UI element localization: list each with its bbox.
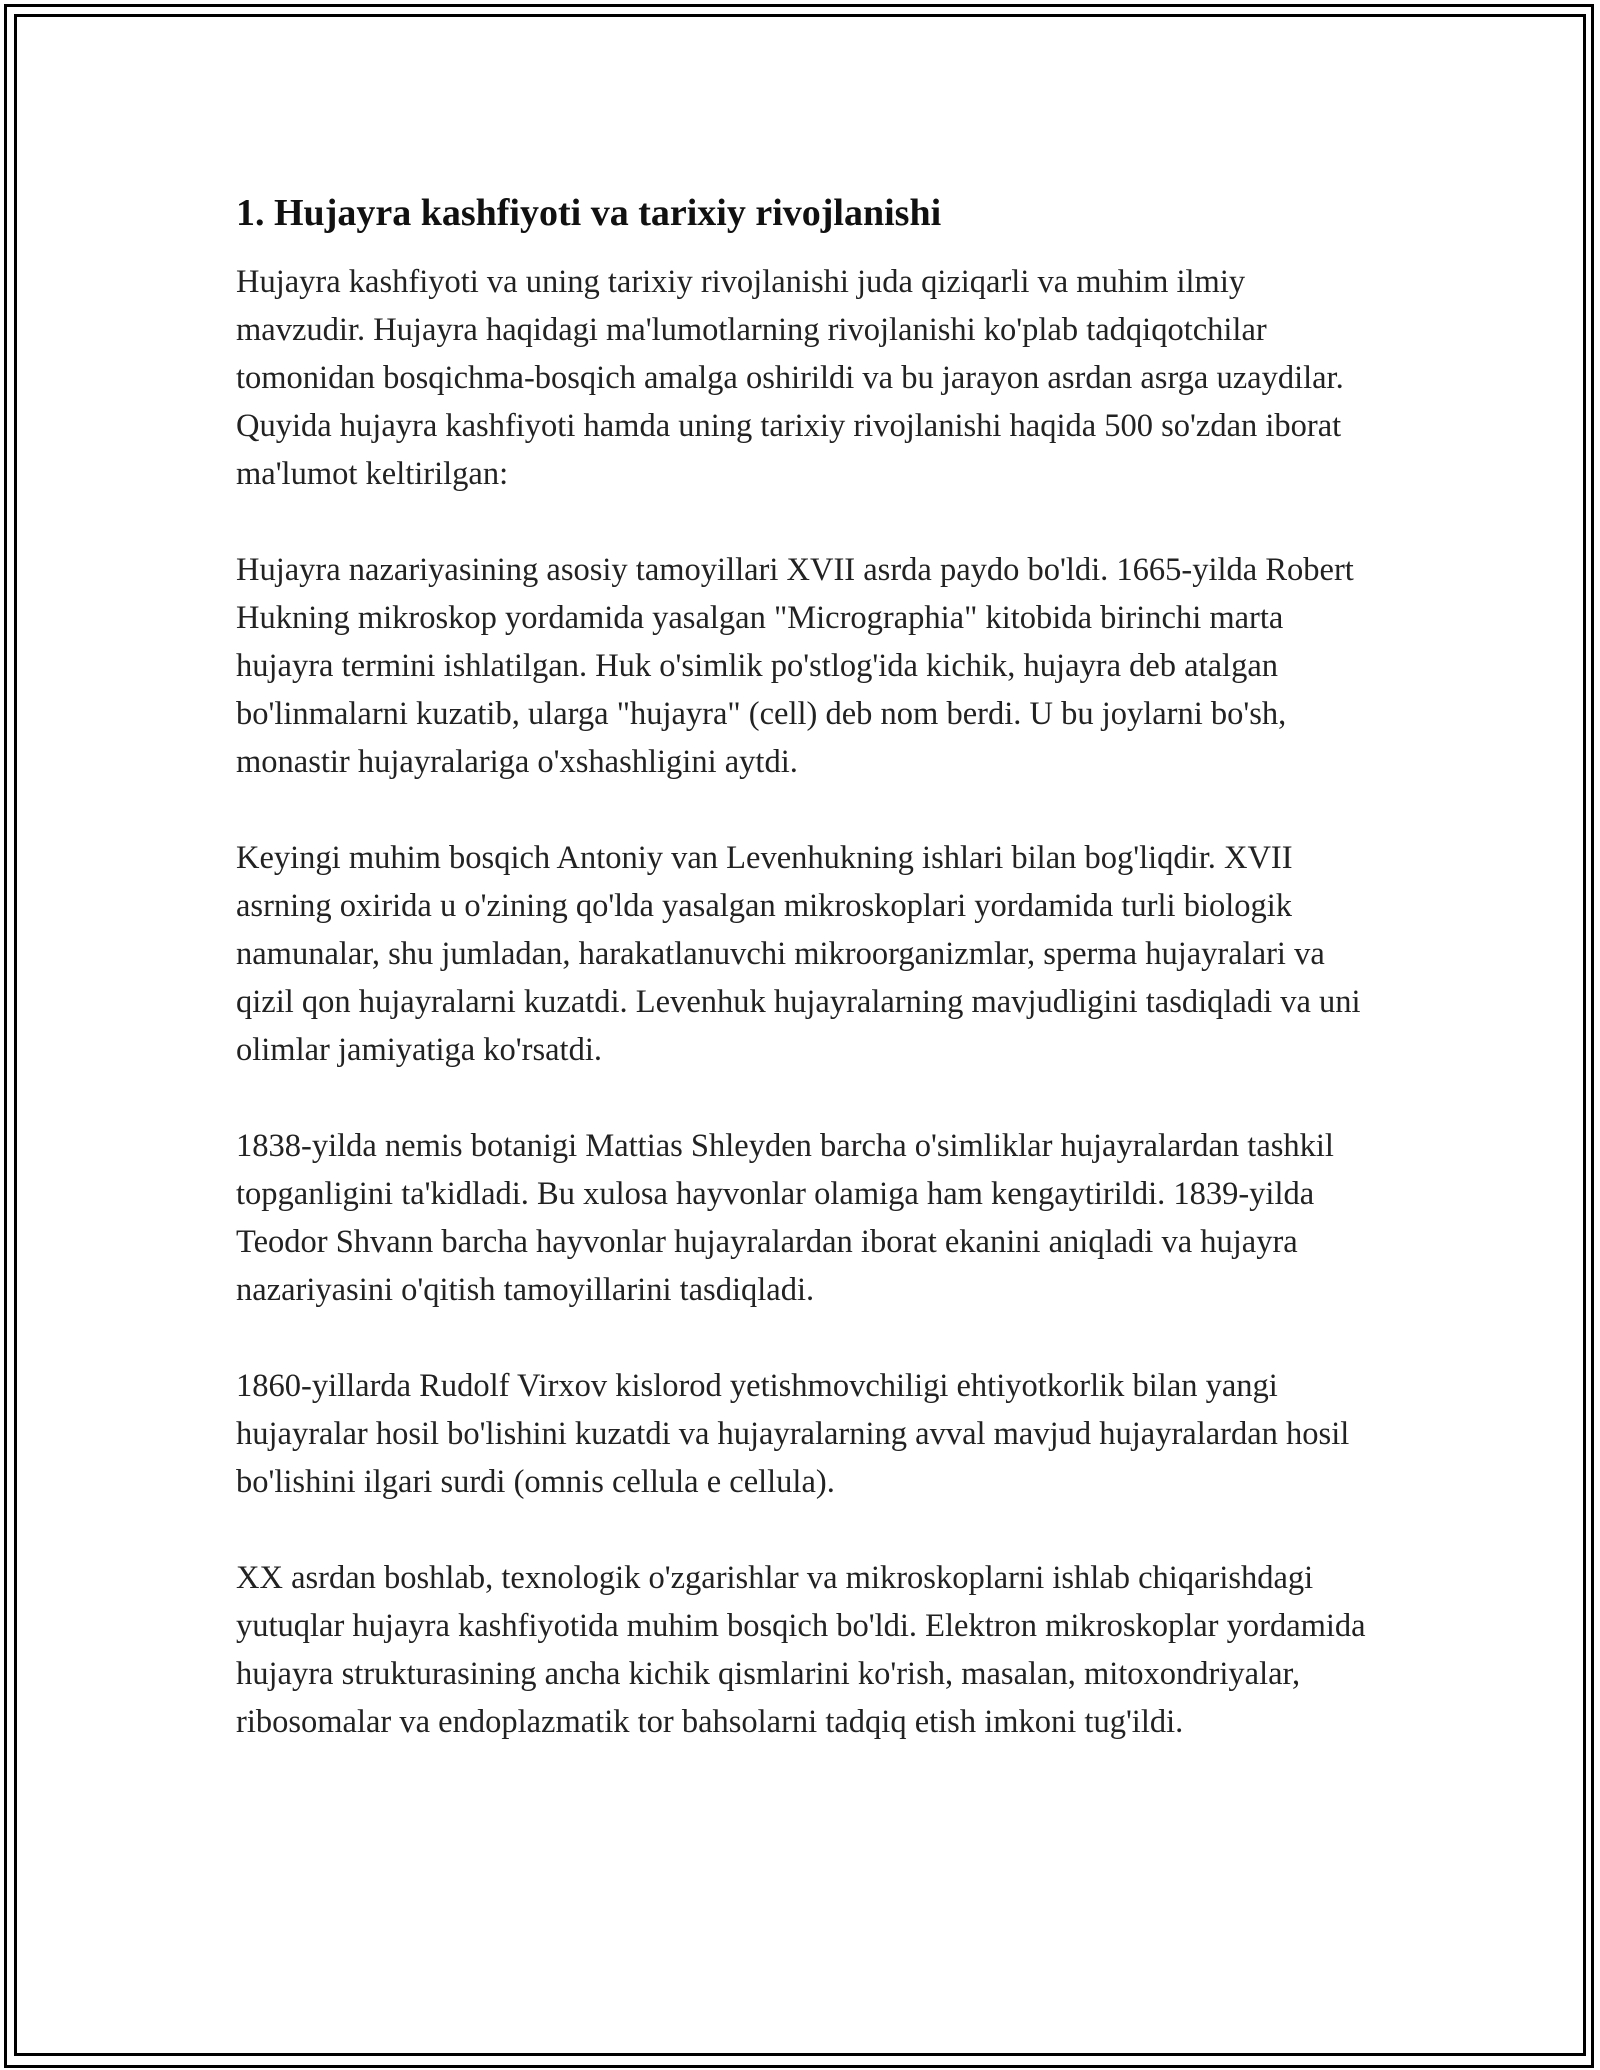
paragraph-intro: Hujayra kashfiyoti va uning tarixiy rivojlanishi juda qiziqarli va muhim ilmiy mavzudir. Hujayra haqidagi ma'lumotlarning rivojlanishi ko'plab tadqiqotchilar tomonidan bosqichma-bosqich amalga oshirildi va bu jarayon asrdan asrga uzaydilar. Quyida hujayra kashfiyoti hamda uning tarixiy rivojlanishi haqida 500 so'zdan iborat ma'lumot keltirilgan: xyxy=(236,264,1344,492)
paragraph-hooke: Hujayra nazariyasining asosiy tamoyillari XVII asrda paydo bo'ldi. 1665-yilda Robert Hukning mikroskop yordamida yasalgan "Micrographia" kitobida birinchi marta hujayra termini ishlatilgan. Huk o'simlik po'stlog'ida kichik, hujayra deb atalgan bo'linmalarni kuzatib, ularga "hujayra" (cell) deb nom berdi. U bu joylarni bo'sh, monastir hujayralariga o'xshashligini aytdi. xyxy=(236,552,1354,780)
paragraph-twentieth-century: XX asrdan boshlab, texnologik o'zgarishlar va mikroskoplarni ishlab chiqarishdagi yutuqlar hujayra kashfiyotida muhim bosqich bo'ldi. Elektron mikroskoplar yordamida hujayra strukturasining ancha kichik qismlarini ko'rish, masalan, mitoxondriyalar, ribosomalar va endoplazmatik tor bahsolarni tadqiq etish imkoni tug'ildi. xyxy=(236,1560,1366,1740)
paragraph-virchow: 1860-yillarda Rudolf Virxov kislorod yetishmovchiligi ehtiyotkorlik bilan yangi hujayralar hosil bo'lishini kuzatdi va hujayralarning avval mavjud hujayralardan hosil bo'lishini ilgari surdi (omnis cellula e cellula). xyxy=(236,1368,1350,1500)
document-body xyxy=(236,188,1366,1746)
section-heading: 1. Hujayra kashfiyoti va tarixiy rivojlanishi xyxy=(236,192,942,234)
paragraph-leeuwenhoek: Keyingi muhim bosqich Antoniy van Levenhukning ishlari bilan bog'liqdir. XVII asrning oxirida u o'zining qo'lda yasalgan mikroskoplari yordamida turli biologik namunalar, shu jumladan, harakatlanuvchi mikroorganizmlar, sperma hujayralari va qizil qon hujayralarni kuzatdi. Levenhuk hujayralarning mavjudligini tasdiqladi va uni olimlar jamiyatiga ko'rsatdi. xyxy=(236,840,1361,1068)
paragraph-schleiden-schwann: 1838-yilda nemis botanigi Mattias Shleyden barcha o'simliklar hujayralardan tashkil topganligini ta'kidladi. Bu xulosa hayvonlar olamiga ham kengaytirildi. 1839-yilda Teodor Shvann barcha hayvonlar hujayralardan iborat ekanini aniqladi va hujayra nazariyasini o'qitish tamoyillarini tasdiqladi. xyxy=(236,1128,1334,1308)
